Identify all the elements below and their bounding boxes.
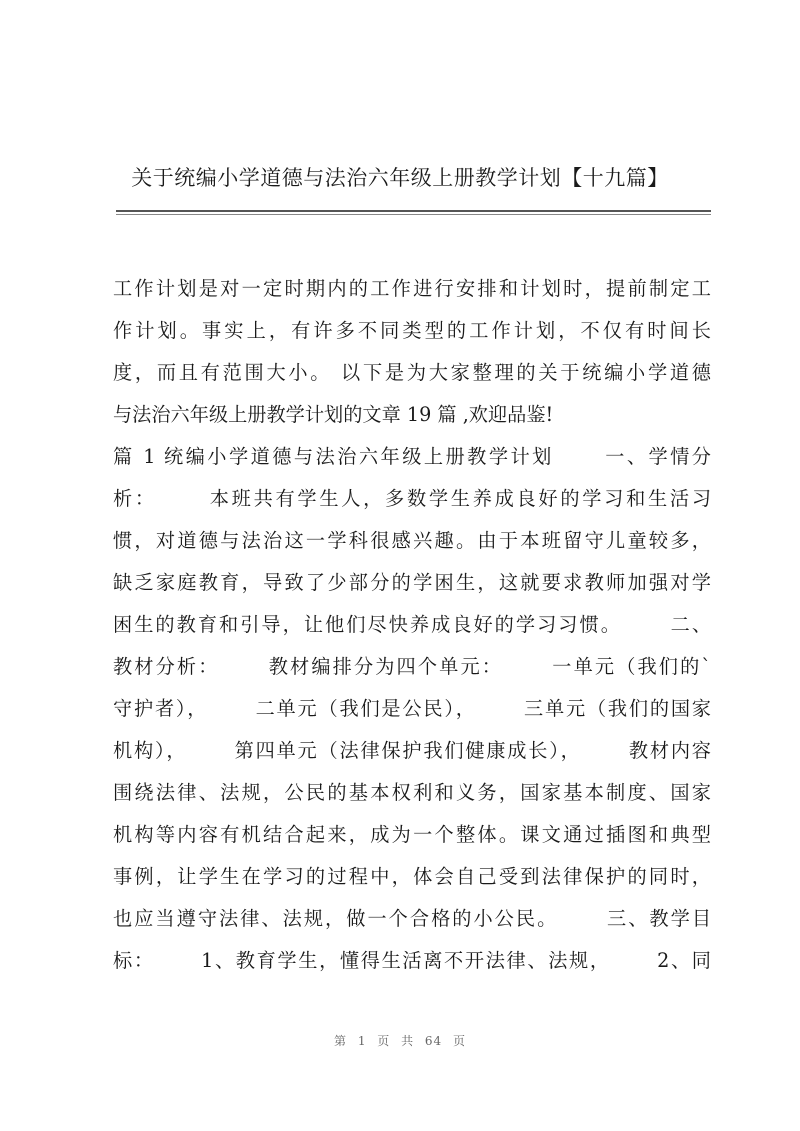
- body-line: 缺乏家庭教育，导致了少部分的学困生，这就要求教师加强对学: [113, 571, 711, 594]
- body-line: 作计划。事实上，有许多不同类型的工作计划，不仅有时间长: [113, 319, 711, 342]
- body-line: 也应当遵守法律、法规，做一个合格的小公民。 三、教学目: [113, 907, 711, 930]
- document-title: 关于统编小学道德与法治六年级上册教学计划【十九篇】: [131, 166, 669, 190]
- title-underline: [116, 210, 711, 212]
- body-line: 惯，对道德与法治这一学科很感兴趣。由于本班留守儿童较多，: [113, 529, 711, 552]
- body-line: 机构）， 第四单元（法律保护我们健康成长）， 教材内容: [113, 739, 711, 762]
- body-line: 标： 1、教育学生，懂得生活离不开法律、法规， 2、同: [113, 949, 711, 972]
- body-line: 篇 1 统编小学道德与法治六年级上册教学计划 一、学情分: [113, 445, 711, 468]
- body-line: 度，而且有范围大小。 以下是为大家整理的关于统编小学道德: [113, 361, 711, 384]
- body-line: 困生的教育和引导，让他们尽快养成良好的学习习惯。 二、: [113, 613, 711, 636]
- body-line: 事例，让学生在学习的过程中，体会自己受到法律保护的同时，: [113, 865, 711, 888]
- page-number-footer: 第 1 页 共 64 页: [334, 1034, 466, 1048]
- body-line: 析： 本班共有学生人，多数学生养成良好的学习和生活习: [113, 487, 711, 510]
- body-line: 工作计划是对一定时期内的工作进行安排和计划时，提前制定工: [113, 277, 711, 300]
- body-line: 守护者）， 二单元（我们是公民）， 三单元（我们的国家: [113, 697, 711, 720]
- body-line: 与法治六年级上册教学计划的文章 19 篇 ,欢迎品鉴!: [113, 403, 554, 426]
- body-line: 教材分析： 教材编排分为四个单元： 一单元（我们的`: [113, 655, 711, 678]
- body-line: 机构等内容有机结合起来，成为一个整体。课文通过插图和典型: [113, 823, 711, 846]
- document-body: [113, 268, 711, 982]
- title-underline-thin: [116, 214, 711, 215]
- body-line: 围绕法律、法规，公民的基本权利和义务，国家基本制度、国家: [113, 781, 711, 804]
